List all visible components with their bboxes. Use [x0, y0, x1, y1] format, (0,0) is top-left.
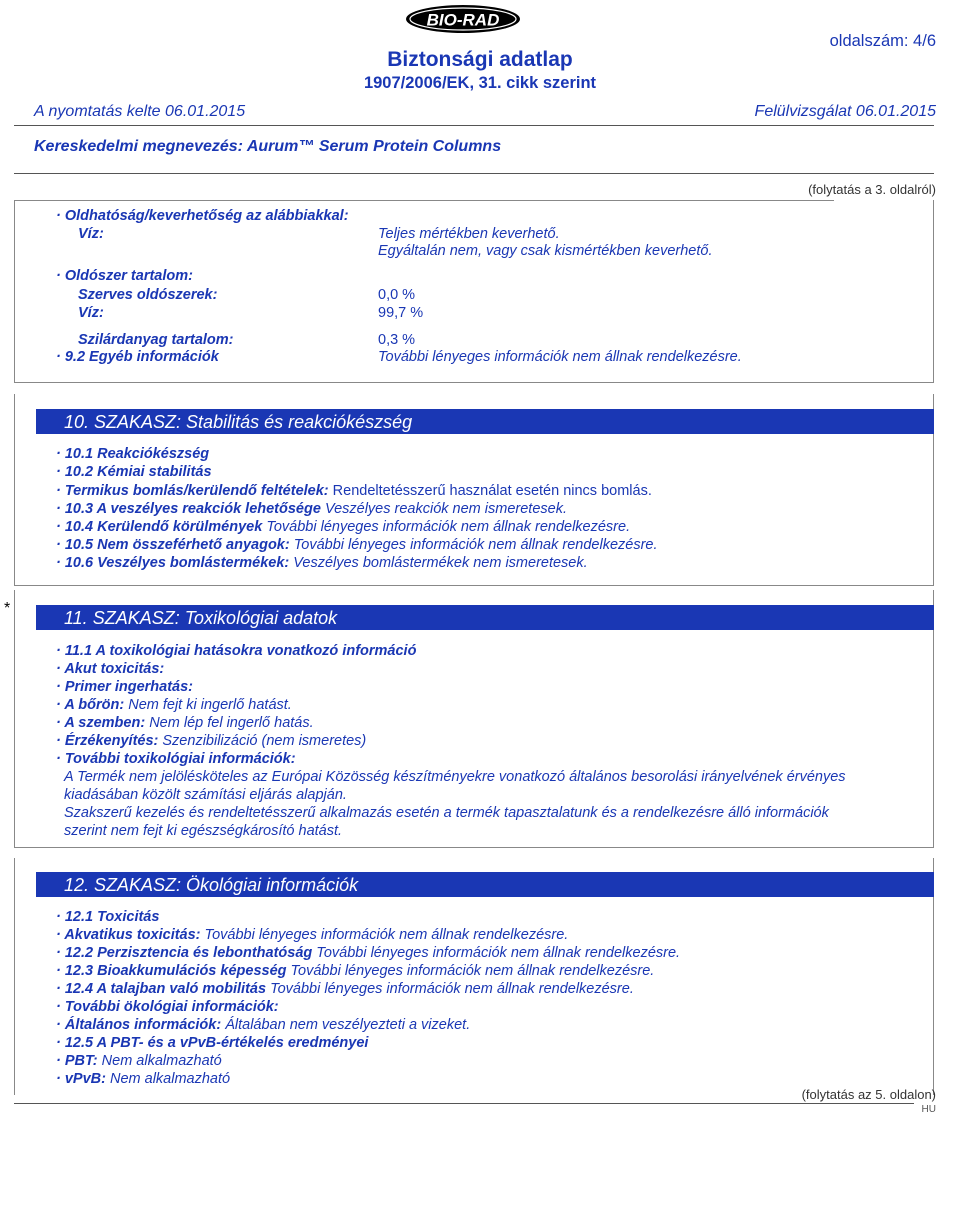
section12-heading: 12. SZAKASZ: Ökológiai információk	[36, 872, 934, 897]
s10-line-4-label: · 10.3 A veszélyes reakciók lehetősége	[56, 501, 321, 517]
s12-line-9-label: · PBT:	[56, 1053, 98, 1069]
solids-label: Szilárdanyag tartalom:	[78, 332, 234, 348]
continued-from: (folytatás a 3. oldalról)	[808, 182, 936, 197]
s11-para-2a: Szakszerű kezelés és rendeltetésszerű alkalmazás esetén a termék tapasztalatunk és a rendelkezésre álló információk	[64, 805, 829, 821]
s10-line-7	[56, 555, 588, 571]
s10-line-2: · 10.2 Kémiai stabilitás	[56, 464, 212, 480]
print-date: A nyomtatás kelte 06.01.2015	[34, 103, 246, 120]
s10-line-1: · 10.1 Reakciókészség	[56, 446, 210, 462]
s12-line-3	[56, 945, 680, 961]
s12-line-7-value: Általában nem veszélyezteti a vizeket.	[225, 1017, 471, 1033]
solubility-label: · Oldhatóság/keverhetőség az alábbiakkal:	[56, 208, 349, 224]
s11-line-6-label: · Érzékenyítés:	[56, 733, 159, 749]
s12-line-2-label: · Akvatikus toxicitás:	[56, 927, 201, 943]
s12-line-10-label: · vPvB:	[56, 1071, 106, 1087]
bio-rad-logo	[405, 4, 521, 34]
s12-line-3-value: További lényeges információk nem állnak rendelkezésre.	[316, 945, 681, 961]
header-divider-bottom	[14, 173, 934, 174]
s10-line-3	[56, 483, 652, 499]
solvent-label: · Oldószer tartalom:	[56, 268, 193, 284]
s10-line-6-label: · 10.5 Nem összeférhető anyagok:	[56, 537, 290, 553]
s12-line-7	[56, 1017, 470, 1033]
language-code: HU	[921, 1104, 936, 1115]
s11-line-4-label: · A bőrön:	[56, 697, 125, 713]
section10-heading: 10. SZAKASZ: Stabilitás és reakciókészség	[36, 409, 934, 434]
s12-line-5-label: · 12.4 A talajban való mobilitás	[56, 981, 267, 997]
s10-line-5-value: További lényeges információk nem állnak rendelkezésre.	[266, 519, 631, 535]
s10-line-4-value: Veszélyes reakciók nem ismeretesek.	[324, 501, 567, 517]
footer-divider	[14, 1103, 914, 1104]
s12-line-9-value: Nem alkalmazható	[101, 1053, 222, 1069]
document-title: Biztonsági adatlap	[387, 48, 573, 71]
s10-line-7-value: Veszélyes bomlástermékek nem ismeretesek.	[293, 555, 588, 571]
solids-value: 0,3 %	[378, 332, 416, 348]
s11-para-1b: kiadásában közölt számítási eljárás alapján.	[64, 787, 347, 803]
organic-solvents-label: Szerves oldószerek:	[78, 287, 218, 303]
water-content-value: 99,7 %	[378, 305, 424, 321]
s12-line-4-label: · 12.3 Bioakkumulációs képesség	[56, 963, 287, 979]
s10-line-7-label: · 10.6 Veszélyes bomlástermékek:	[56, 555, 290, 571]
continued-to: (folytatás az 5. oldalon)	[801, 1087, 936, 1102]
s10-line-3-label: · Termikus bomlás/kerülendő feltételek:	[56, 483, 329, 499]
s12-line-4	[56, 963, 654, 979]
s11-line-1: · 11.1 A toxikológiai hatásokra vonatkozó információ	[56, 643, 417, 659]
trade-name: Kereskedelmi megnevezés: Aurum™ Serum Protein Columns	[34, 138, 502, 155]
s12-line-10-value: Nem alkalmazható	[110, 1071, 231, 1087]
document-subtitle: 1907/2006/EK, 31. cikk szerint	[363, 74, 597, 92]
s10-line-5	[56, 519, 630, 535]
water-content-label: Víz:	[78, 305, 104, 321]
s11-line-5	[56, 715, 314, 731]
revision-marker: *	[4, 600, 11, 617]
s10-line-6-value: További lényeges információk nem állnak rendelkezésre.	[293, 537, 658, 553]
s12-line-1: · 12.1 Toxicitás	[56, 909, 160, 925]
s11-line-4	[56, 697, 292, 713]
section11-heading: 11. SZAKASZ: Toxikológiai adatok	[36, 605, 934, 630]
s12-line-6: · További ökológiai információk:	[56, 999, 279, 1015]
s11-para-1a: A Termék nem jelölésköteles az Európai Közösség készítményekre vonatkozó általános besorolási irányelvének érvényes	[64, 769, 846, 785]
s10-line-3-value: Rendeltetésszerű használat esetén nincs bomlás.	[332, 483, 652, 499]
s12-line-2	[56, 927, 568, 943]
s12-line-10	[56, 1071, 230, 1087]
s11-line-2: · Akut toxicitás:	[56, 661, 165, 677]
s11-line-6-value: Szenzibilizáció (nem ismeretes)	[162, 733, 367, 749]
s11-para-2b: szerint nem fejt ki egészségkárosító hatást.	[64, 823, 343, 839]
s11-line-6	[56, 733, 366, 749]
s10-line-6	[56, 537, 658, 553]
s12-line-5-value: További lényeges információk nem állnak rendelkezésre.	[270, 981, 634, 997]
organic-solvents-value: 0,0 %	[378, 287, 416, 303]
s11-line-7: · További toxikológiai információk:	[56, 751, 296, 767]
revision-date: Felülvizsgálat 06.01.2015	[754, 103, 936, 120]
water-label: Víz:	[78, 226, 104, 242]
s12-line-7-label: · Általános információk:	[56, 1017, 222, 1033]
s12-line-4-value: További lényeges információk nem állnak rendelkezésre.	[290, 963, 655, 979]
s11-line-5-value: Nem lép fel ingerlő hatás.	[149, 715, 314, 731]
s12-line-3-label: · 12.2 Perzisztencia és lebonthatóság	[56, 945, 313, 961]
s11-line-3: · Primer ingerhatás:	[56, 679, 193, 695]
water-value-2: Egyáltalán nem, vagy csak kismértékben keverhető.	[378, 243, 713, 259]
other-info-label: · 9.2 Egyéb információk	[56, 349, 219, 365]
s12-line-2-value: További lényeges információk nem állnak rendelkezésre.	[204, 927, 569, 943]
s11-line-4-value: Nem fejt ki ingerlő hatást.	[128, 697, 292, 713]
s10-line-4	[56, 501, 567, 517]
s10-line-5-label: · 10.4 Kerülendő körülmények	[56, 519, 263, 535]
page-number: oldalszám: 4/6	[829, 32, 936, 50]
other-info-value: További lényeges információk nem állnak rendelkezésre.	[378, 349, 742, 365]
s12-line-8: · 12.5 A PBT- és a vPvB-értékelés eredményei	[56, 1035, 369, 1051]
header-divider	[14, 125, 934, 126]
water-value-1: Teljes mértékben keverhető.	[378, 226, 560, 242]
s11-line-5-label: · A szemben:	[56, 715, 146, 731]
s12-line-5	[56, 981, 634, 997]
logo-text: BIO-RAD	[426, 10, 500, 30]
s12-line-9	[56, 1053, 222, 1069]
